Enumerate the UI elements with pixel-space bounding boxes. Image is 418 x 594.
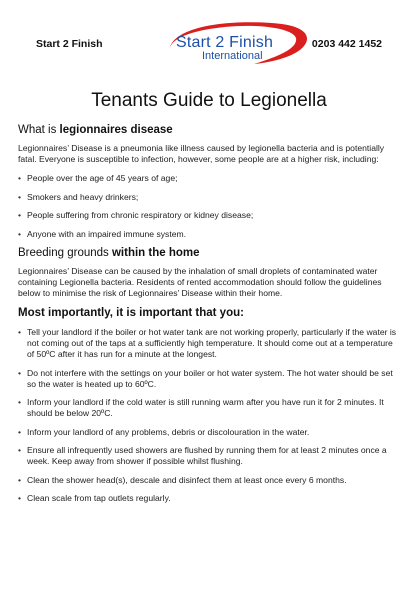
list-item: • People over the age of 45 years of age; xyxy=(18,173,400,184)
risk-list xyxy=(18,173,400,240)
breeding-paragraph: Legionnaires’ Disease can be caused by the inhalation of small droplets of contaminated water containing Legionella bacteria. Residents of rented accommodation should follow the guidelines below to minimise the risk of Legionnaires’ Disease within their home. xyxy=(18,266,382,298)
section-heading-important: Most importantly, it is important that you: xyxy=(18,307,244,319)
company-logo xyxy=(164,16,314,70)
list-item: • Anyone with an impaired immune system. xyxy=(18,229,400,240)
page-header xyxy=(18,0,400,72)
list-item: • Tell your landlord if the boiler or hot water tank are not working properly, particularly if the water is not coming out of the taps at a sufficiently high temperature. It should come out at a temperature of 50ºC after it has run for a minute at the longest. xyxy=(18,327,400,360)
heading-bold: legionnaires disease xyxy=(59,124,173,136)
list-item: • Smokers and heavy drinkers; xyxy=(18,192,400,203)
list-item: • Do not interfere with the settings on your boiler or hot water system. The hot water should be set so the water is heated up to 60ºC. xyxy=(18,368,400,390)
heading-bold: within the home xyxy=(111,247,200,259)
page-title: Tenants Guide to Legionella xyxy=(91,90,327,111)
heading-prefix: Breeding grounds xyxy=(18,247,112,259)
guidance-list xyxy=(18,327,400,504)
list-item: • Clean scale from tap outlets regularly. xyxy=(18,493,400,504)
list-item: • Ensure all infrequently used showers are flushed by running them for at least 2 minutes once a week. Keep away from shower if possible whilst flushing. xyxy=(18,445,400,467)
logo-main-text: Start 2 Finish xyxy=(176,34,274,51)
list-item: • Clean the shower head(s), descale and disinfect them at least once every 6 months. xyxy=(18,475,400,486)
section-heading-what-is xyxy=(18,124,400,136)
list-item: • Inform your landlord if the cold water is still running warm after you have run it for 2 minutes. It should be below 20ºC. xyxy=(18,397,400,419)
list-item: • Inform your landlord of any problems, debris or discolouration in the water. xyxy=(18,427,400,438)
list-item: • People suffering from chronic respiratory or kidney disease; xyxy=(18,210,400,221)
logo-sub-text: International xyxy=(202,50,263,62)
intro-paragraph: Legionnaires’ Disease is a pneumonia like illness caused by legionella bacteria and is potentially fatal. Everyone is susceptible to infection, however, some people are at a higher risk, including: xyxy=(18,143,385,164)
company-name: Start 2 Finish xyxy=(36,38,103,50)
section-heading-breeding xyxy=(18,247,400,259)
phone-number: 0203 442 1452 xyxy=(311,38,382,50)
heading-prefix: What is xyxy=(18,124,60,136)
